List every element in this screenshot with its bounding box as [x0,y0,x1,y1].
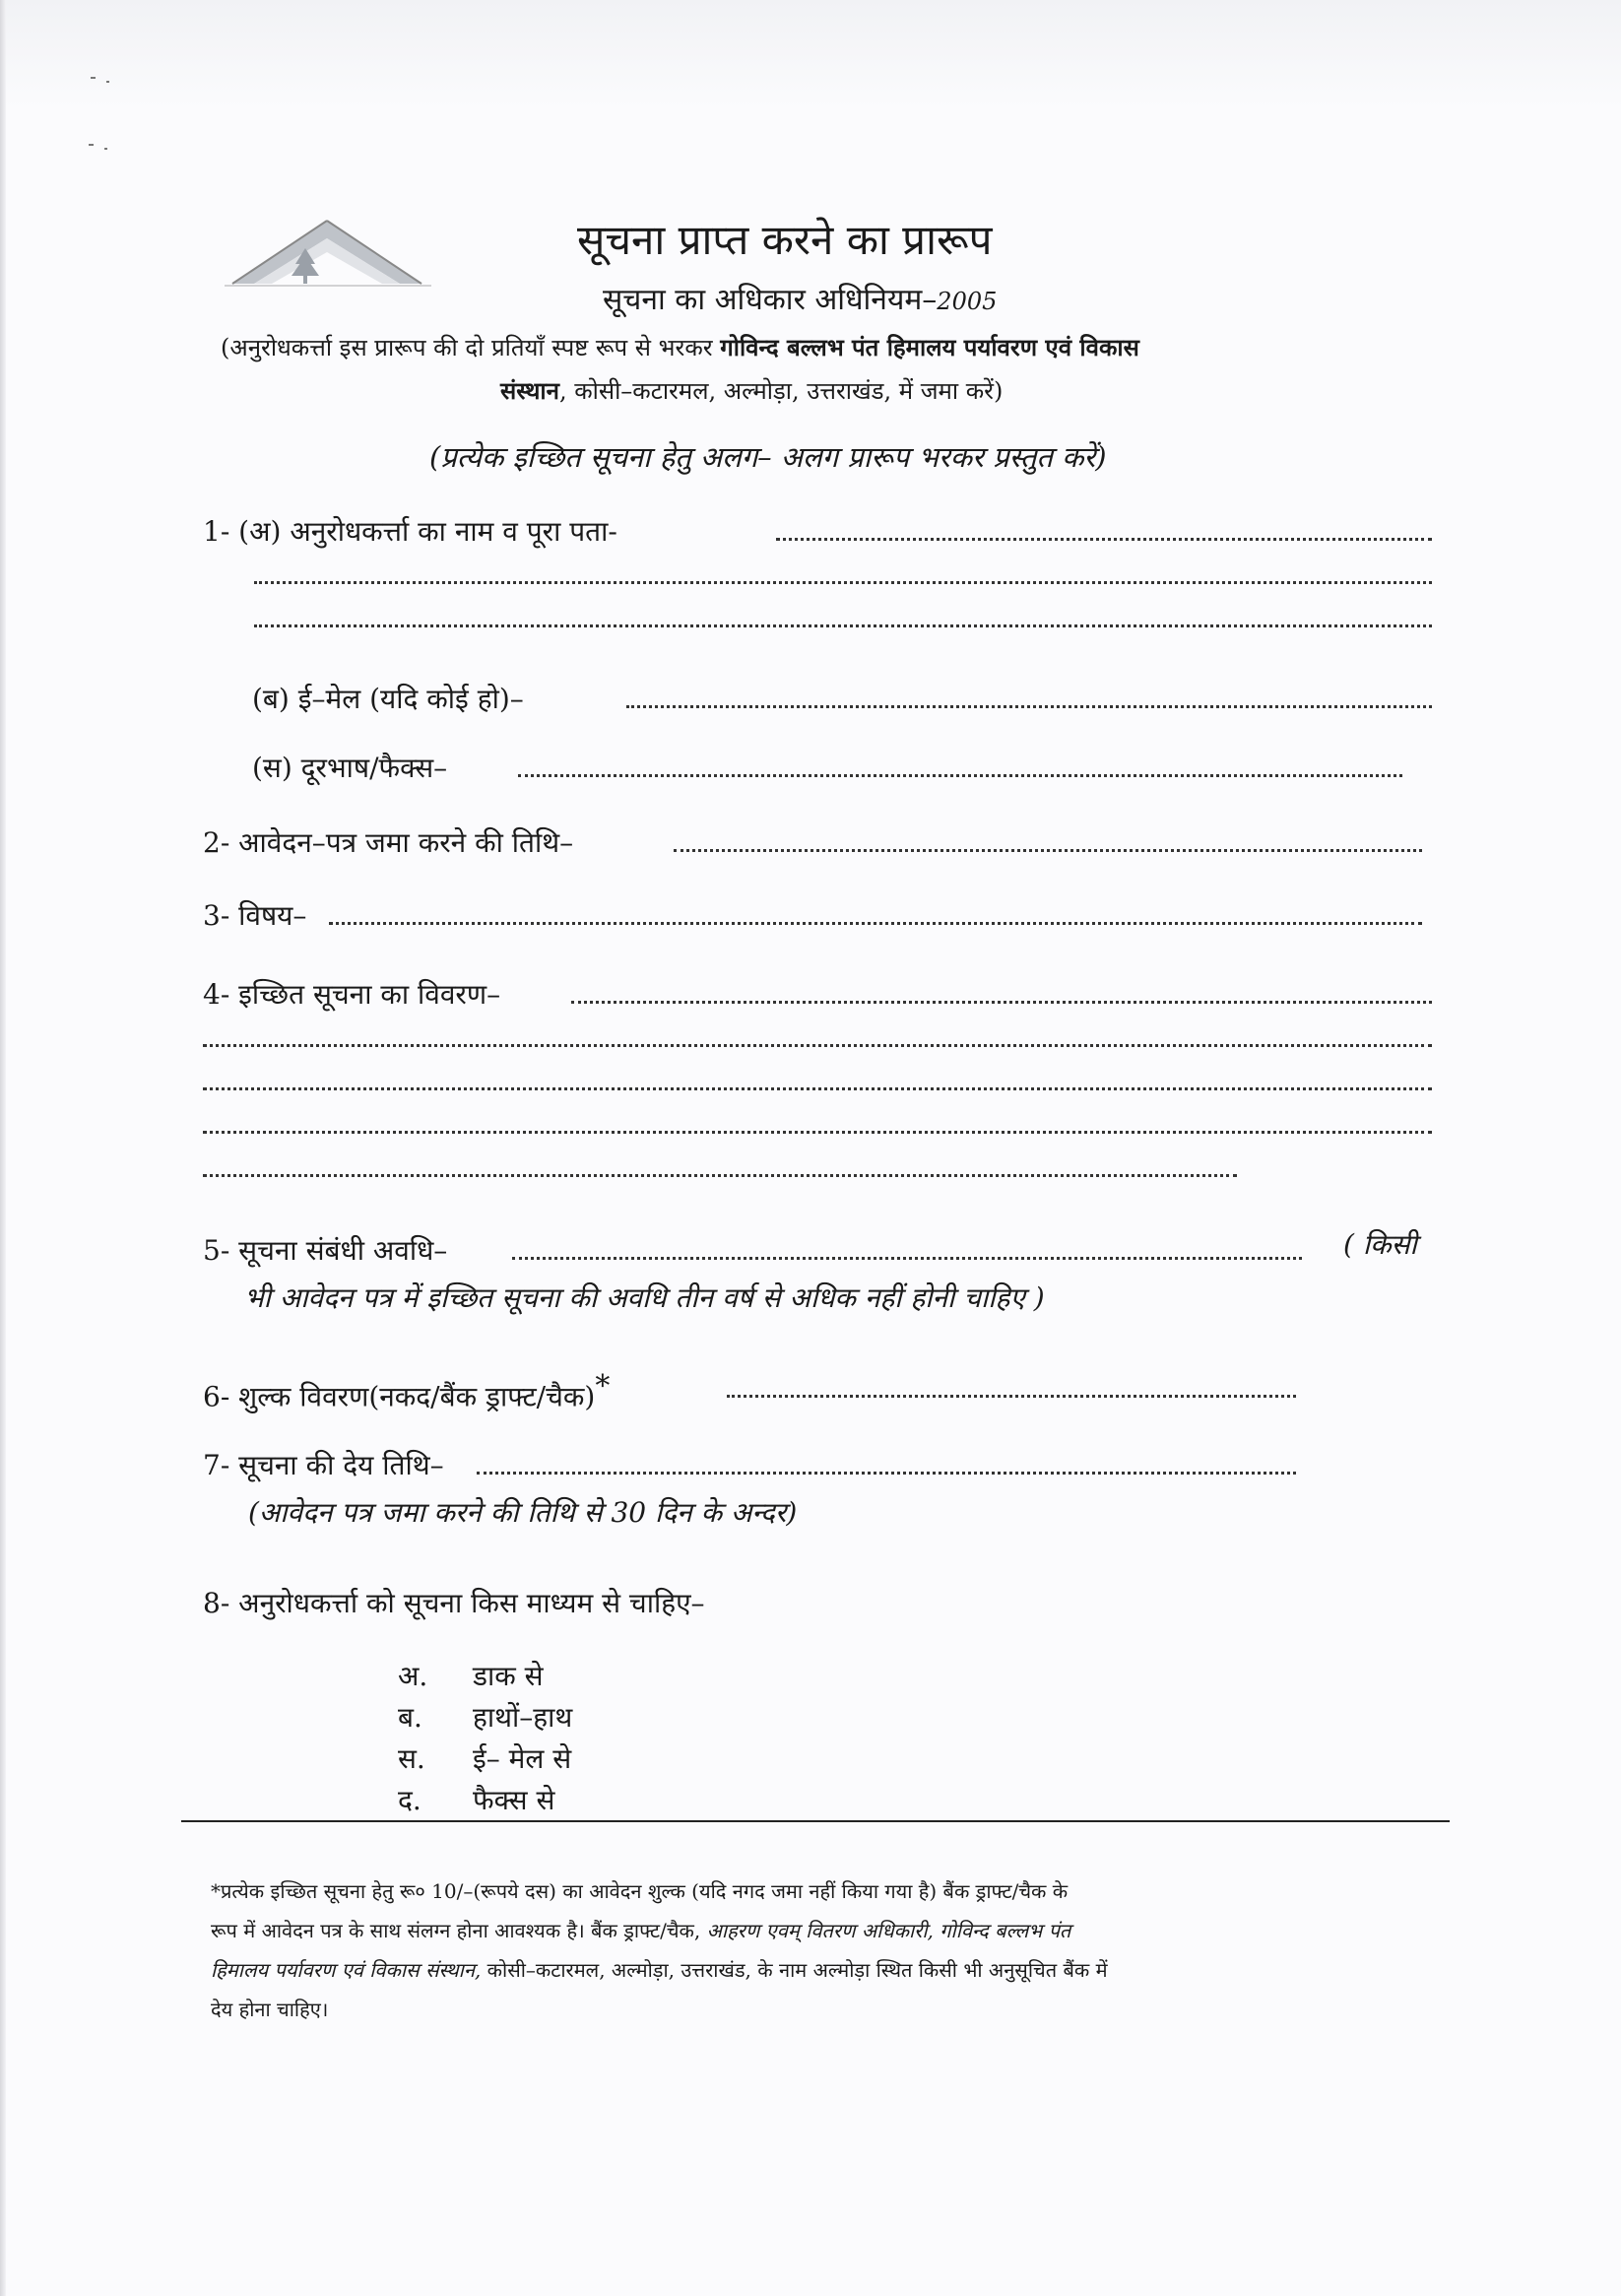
footnote-divider [181,1820,1450,1822]
option-label: ई– मेल से [473,1742,572,1775]
application-date-field[interactable] [674,849,1422,852]
q6-footnote-mark: * [595,1369,611,1404]
q3-label: 3- विषय– [203,899,307,932]
act-year: 2005 [937,288,998,315]
q1b-label: (ब) ई–मेल (यदि कोई हो)– [252,683,524,715]
instruction-text: (अनुरोधकर्त्ता इस प्रारूप की दो प्रतियाँ स्पष्ट रूप से भरकर [221,334,721,361]
scan-edge-left [0,0,6,2296]
option-label: हाथों–हाथ [473,1701,573,1734]
separate-form-note: (प्रत्येक इच्छित सूचना हेतु अलग– अलग प्रारूप भरकर प्रस्तुत करें) [429,440,1107,474]
institute-name: गोविन्द बल्लभ पंत हिमालय पर्यावरण एवं विकास [720,333,1139,361]
scan-speck [89,144,94,146]
footnote-text: रूप में आवेदन पत्र के साथ संलग्न होना आवश्यक है। बैंक ड्राफ्ट/चैक, [211,1919,707,1942]
institute-name-cont: संस्थान [500,376,559,405]
q7-label: 7- सूचना की देय तिथि– [203,1449,444,1481]
scan-speck [106,81,109,83]
option-key: द. [398,1784,421,1816]
q5-note: भी आवेदन पत्र में इच्छित सूचना की अवधि तीन वर्ष से अधिक नहीं होनी चाहिए ) [244,1281,1045,1314]
option-label: डाक से [473,1660,544,1692]
footnote-line-3 [211,1956,1108,1983]
q1c-label: (स) दूरभाष/फैक्स– [252,752,448,784]
instruction-address: , कोसी–कटारमल, अल्मोड़ा, उत्तराखंड, में जमा करें) [558,377,1004,405]
q1-label: 1- (अ) अनुरोधकर्त्ता का नाम व पूरा पता- [203,515,617,548]
option-email[interactable] [398,1739,571,1777]
footnote-line-2 [211,1917,1070,1943]
scan-edge-top [0,0,1621,108]
fee-details-field[interactable] [727,1395,1296,1398]
scan-speck [91,77,96,79]
q6-label [203,1369,610,1414]
q8-label: 8- अनुरोधकर्त्ता को सूचना किस माध्यम से चाहिए– [203,1587,705,1619]
option-fax[interactable] [398,1781,554,1818]
footnote-institute: हिमालय पर्यावरण एवं विकास संस्थान, [211,1958,482,1982]
info-details-line-4[interactable] [203,1131,1432,1134]
scan-speck [104,148,107,150]
due-date-field[interactable] [477,1472,1296,1475]
info-details-line-3[interactable] [203,1087,1432,1090]
info-period-field[interactable] [512,1257,1302,1260]
option-key: स. [398,1742,425,1775]
q5-label: 5- सूचना संबंधी अवधि– [203,1234,448,1267]
info-details-line-1[interactable] [571,1001,1432,1004]
option-label: फैक्स से [473,1784,555,1816]
q2-label: 2- आवेदन–पत्र जमा करने की तिथि– [203,826,574,859]
q5-note-start: ( किसी [1343,1228,1417,1261]
q7-note: (आवेदन पत्र जमा करने की तिथि से 30 दिन के अन्दर) [248,1496,798,1529]
footnote-line-1: *प्रत्येक इच्छित सूचना हेतु रू० 10/–(रूपये दस) का आवेदन शुल्क (यदि नगद जमा नहीं किया गया है) बैंक ड्राफ्ट/चैक के [211,1879,1069,1903]
info-details-line-5[interactable] [203,1174,1237,1177]
form-title: सूचना प्राप्त करने का प्रारूप [577,216,993,264]
option-key: अ. [398,1660,428,1692]
q6-text: 6- शुल्क विवरण(नकद/बैंक ड्राफ्ट/चैक) [203,1380,596,1413]
footnote-line-4: देय होना चाहिए। [211,1998,329,2021]
q1-name-field[interactable] [776,538,1432,541]
info-details-line-2[interactable] [203,1044,1432,1047]
instruction-line-2 [500,374,1003,407]
option-key: ब. [398,1701,422,1734]
q1-address-line-1[interactable] [254,581,1432,584]
option-by-hand[interactable] [398,1698,572,1736]
email-field[interactable] [626,705,1432,708]
form-subtitle [603,278,997,318]
q4-label: 4- इच्छित सूचना का विवरण– [203,978,501,1011]
q1-address-line-2[interactable] [254,624,1432,627]
footnote-officer: आहरण एवम् वितरण अधिकारी, गोविन्द बल्लभ पंत [706,1919,1071,1942]
subject-field[interactable] [329,922,1422,925]
instruction-line-1 [221,331,1139,363]
phone-fax-field[interactable] [518,774,1402,777]
institute-logo [225,203,431,288]
footnote-text: कोसी–कटारमल, अल्मोड़ा, उत्तराखंड, के नाम अल्मोड़ा स्थित किसी भी अनुसूचित बैंक में [481,1958,1108,1982]
option-post[interactable] [398,1657,544,1694]
act-name: सूचना का अधिकार अधिनियम– [603,283,938,317]
